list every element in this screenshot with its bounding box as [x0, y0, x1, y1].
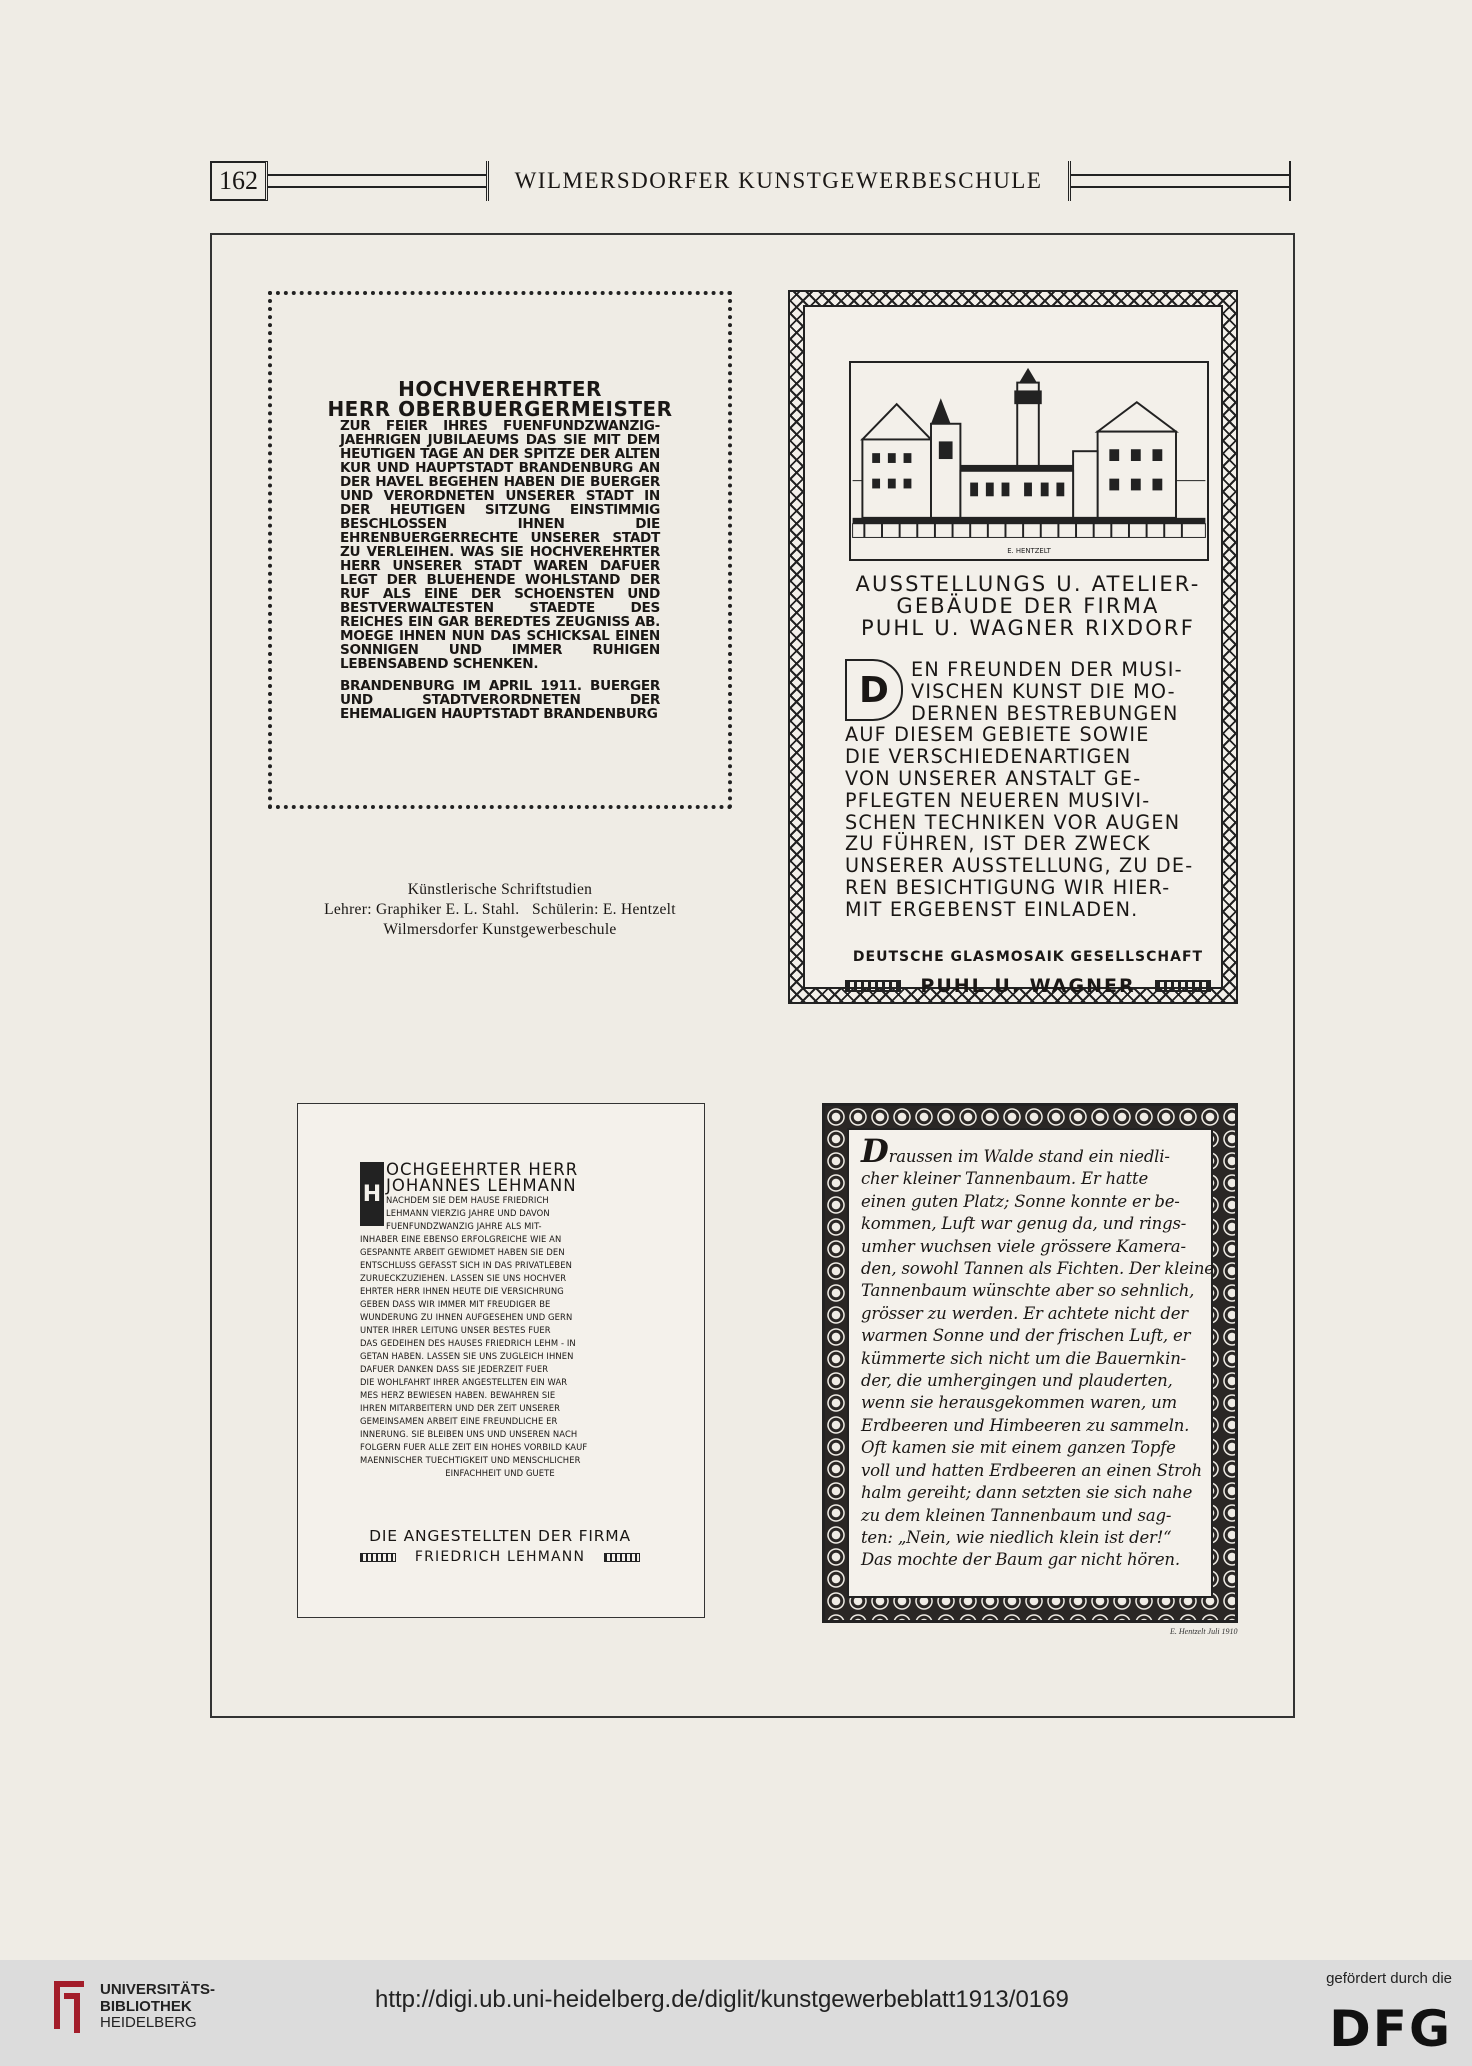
- library-line-2: BIBLIOTHEK: [100, 1997, 192, 2015]
- ornament-bar-right: [1155, 980, 1211, 992]
- lehmann-text-line: EHRTER HERR IHNEN HEUTE DIE VERSICHRUNG: [360, 1286, 564, 1296]
- running-title: WILMERSDORFER KUNSTGEWERBESCHULE: [486, 161, 1072, 201]
- lehmann-text-line: FOLGERN FUER ALLE ZEIT EIN HOHES VORBILD KAUF: [360, 1442, 588, 1452]
- address-panel-lehmann: [297, 1103, 705, 1618]
- address-panel-oberbuergermeister: [268, 291, 732, 809]
- invitation-text-line: DIE VERSCHIEDENARTIGEN: [845, 745, 1132, 769]
- invitation-text-line: VISCHEN KUNST DIE MO-: [911, 679, 1176, 703]
- fairy-tale-line: den, sowohl Tannen als Fichten. Der kleine: [861, 1259, 1214, 1279]
- fairy-tale-text: [847, 1128, 1213, 1598]
- header-end-rule: [1289, 161, 1295, 201]
- source-url[interactable]: http://digi.ub.uni-heidelberg.de/diglit/kunstgewerbeblatt1913/0169: [375, 1986, 1069, 2013]
- fairy-tale-line: zu dem kleinen Tannenbaum und sag-: [861, 1505, 1172, 1525]
- artist-mark: E. Hentzelt Juli 1910: [1170, 1627, 1238, 1636]
- lehmann-heading-line-2: JOHANNES LEHMANN: [386, 1176, 577, 1195]
- lehmann-text-line: GEMEINSAMEN ARBEIT EINE FREUNDLICHE ER: [360, 1416, 558, 1426]
- invitation-inner: [803, 305, 1223, 997]
- lehmann-text-line: EINFACHHEIT UND GUETE: [445, 1468, 555, 1478]
- page-number: 162: [210, 161, 268, 201]
- invitation-heading-line-1: AUSSTELLUNGS U. ATELIER-: [855, 572, 1201, 596]
- library-line-3: HEIDELBERG: [100, 2014, 197, 2031]
- fairy-tale-line: Das mochte der Baum gar nicht hören.: [861, 1550, 1180, 1570]
- fairy-tale-line: grösser zu werden. Er achtete nicht der: [861, 1303, 1188, 1323]
- fairy-tale-line: der, die umhergingen und plauderten,: [861, 1371, 1173, 1391]
- fairy-tale-line: warmen Sonne und der frischen Luft, er: [861, 1326, 1191, 1346]
- university-library-logo-icon: [50, 1975, 88, 2035]
- invitation-text-line: DERNEN BESTREBUNGEN: [911, 701, 1179, 725]
- lehmann-text-line: MES HERZ BEWIESEN HABEN. BEWAHREN SIE: [360, 1390, 556, 1400]
- lehmann-text-line: INHABER EINE EBENSO ERFOLGREICHE WIE AN: [360, 1234, 562, 1244]
- lehmann-text-line: UNTER IHRER LEITUNG UNSER BESTES FUER: [360, 1325, 551, 1335]
- ornament-bar-right: [604, 1553, 640, 1562]
- dfg-logo: DFG: [1329, 2000, 1452, 2058]
- lehmann-text-line: IHREN MITARBEITERN UND DER ZEIT UNSERER: [360, 1403, 561, 1413]
- lehmann-footer-2: [360, 1549, 640, 1565]
- fairy-tale-panel-tannenbaum: [822, 1103, 1238, 1623]
- invitation-panel-puhl-wagner: [788, 290, 1238, 1004]
- caption: [268, 880, 732, 940]
- invitation-text-line: EN FREUNDEN DER MUSI-: [911, 658, 1183, 681]
- address-title: [327, 379, 672, 419]
- lehmann-text-line: GESPANNTE ARBEIT GEWIDMET HABEN SIE DEN: [360, 1247, 565, 1257]
- address-title-line-1: HOCHVEREHRTER: [398, 377, 602, 401]
- sponsor-label: gefördert durch die: [1326, 1970, 1452, 1987]
- lehmann-footer-2-text: FRIEDRICH LEHMANN: [414, 1549, 586, 1565]
- address-title-line-2: HERR OBERBUERGERMEISTER: [327, 397, 673, 421]
- header-rule-right: [1071, 174, 1289, 188]
- lehmann-text: [360, 1194, 640, 1480]
- invitation-text-line: PFLEGTEN NEUEREN MUSIVI-: [845, 788, 1151, 812]
- fairy-tale-line: voll und hatten Erdbeeren an einen Stroh: [861, 1460, 1202, 1480]
- invitation-text-line: MIT ERGEBENST EINLADEN.: [845, 897, 1139, 921]
- lehmann-text-line: DAFUER DANKEN DASS SIE JEDERZEIT FUER: [360, 1364, 549, 1374]
- lehmann-text-line: FUENFUNDZWANZIG JAHRE ALS MIT-: [386, 1221, 542, 1231]
- ornament-bar-left: [845, 980, 901, 992]
- library-line-1: UNIVERSITÄTS-: [100, 1981, 216, 1998]
- invitation-heading: [845, 573, 1211, 639]
- fairy-tale-line: Draussen im Walde stand ein niedli-: [861, 1132, 1170, 1170]
- page-header: [210, 160, 1295, 202]
- company-signature-text: PUHL U. WAGNER: [920, 975, 1136, 997]
- fairy-tale-line: ten: „Nein, wie niedlich klein ist der!“: [861, 1527, 1172, 1547]
- fairy-tale-line: cher kleiner Tannenbaum. Er hatte: [861, 1169, 1149, 1189]
- caption-line-1: Künstlerische Schriftstudien: [407, 881, 593, 898]
- invitation-text-line: SCHEN TECHNIKEN VOR AUGEN: [845, 810, 1181, 834]
- lehmann-heading: [360, 1162, 640, 1194]
- lehmann-text-line: DAS GEDEIHEN DES HAUSES FRIEDRICH LEHM - IN: [360, 1338, 576, 1348]
- fairy-tale-line: Erdbeeren und Himbeeren zu sammeln.: [861, 1415, 1190, 1435]
- caption-line-3: Wilmersdorfer Kunstgewerbeschule: [383, 921, 617, 938]
- invitation-text-line: VON UNSERER ANSTALT GE-: [845, 766, 1142, 790]
- invitation-text-line: AUF DIESEM GEBIETE SOWIE: [845, 723, 1150, 747]
- lehmann-text-line: WUNDERUNG ZU IHNEN AUFGESEHEN UND GERN: [360, 1312, 573, 1322]
- invitation-heading-line-3: PUHL U. WAGNER RIXDORF: [861, 616, 1195, 640]
- lehmann-text-line: LEHMANN VIERZIG JAHRE UND DAVON: [386, 1208, 550, 1218]
- digitization-footer: [0, 1960, 1472, 2066]
- fairy-tale-line: halm gereiht; dann setzten sie sich nahe: [861, 1483, 1193, 1503]
- caption-line-2: Lehrer: Graphiker E. L. Stahl. Schülerin: E. Hentzelt: [324, 901, 676, 918]
- invitation-text-line: REN BESICHTIGUNG WIR HIER-: [845, 875, 1171, 899]
- fairy-tale-line: Oft kamen sie mit einem ganzen Topfe: [861, 1438, 1176, 1458]
- lehmann-text-line: ENTSCHLUSS GEFASST SICH IN DAS PRIVATLEBEN: [360, 1260, 572, 1270]
- address-signoff: BRANDENBURG IM APRIL 1911. BUERGER UND STADTVERORDNETEN DER EHEMALIGEN HAUPTSTADT BRANDENBURG: [340, 678, 660, 722]
- ornament-bar-left: [360, 1553, 396, 1562]
- building-illustration: [849, 361, 1209, 561]
- invitation-heading-line-2: GEBÄUDE DER FIRMA: [896, 594, 1160, 618]
- lehmann-text-line: INNERUNG. SIE BLEIBEN UNS UND UNSEREN NACH: [360, 1429, 578, 1439]
- lehmann-text-line: NACHDEM SIE DEM HAUSE FRIEDRICH: [386, 1195, 549, 1205]
- building-drawing: [851, 363, 1207, 559]
- invitation-text-line: ZU FÜHREN, IST DER ZWECK: [845, 832, 1151, 856]
- university-library-name: [100, 1982, 215, 2032]
- fairy-tale-line: kümmerte sich nicht um die Bauernkin-: [861, 1348, 1187, 1368]
- fairy-tale-line: Tannenbaum wünschte aber so sehnlich,: [861, 1281, 1195, 1301]
- lehmann-heading-line-1: OCHGEEHRTER HERR: [386, 1160, 579, 1179]
- invitation-text-line: UNSERER AUSSTELLUNG, ZU DE-: [845, 854, 1194, 878]
- lehmann-text-line: DIE WOHLFAHRT IHRER ANGESTELLTEN EIN WAR: [360, 1377, 568, 1387]
- fairy-tale-line: wenn sie herausgekommen waren, um: [861, 1393, 1177, 1413]
- decorative-initial-h: H: [360, 1162, 384, 1226]
- fairy-tale-line: kommen, Luft war genug da, und rings-: [861, 1214, 1187, 1234]
- fairy-tale-line: umher wuchsen viele grössere Kamera-: [861, 1236, 1186, 1256]
- header-rule-left: [268, 174, 486, 188]
- company-name: DEUTSCHE GLASMOSAIK GESELLSCHAFT: [852, 949, 1204, 965]
- lehmann-text-line: GETAN HABEN. LASSEN SIE UNS ZUGLEICH IHNEN: [360, 1351, 574, 1361]
- fairy-tale-line: einen guten Platz; Sonne konnte er be-: [861, 1191, 1180, 1211]
- company-signature: [845, 975, 1211, 997]
- lehmann-text-line: GEBEN DASS WIR IMMER MIT FREUDIGER BE: [360, 1299, 551, 1309]
- illustration-signature: E. HENTZELT: [1007, 547, 1051, 556]
- lehmann-text-line: ZURUECKZUZIEHEN. LASSEN SIE UNS HOCHVER: [360, 1273, 567, 1283]
- lehmann-text-line: MAENNISCHER TUECHTIGKEIT UND MENSCHLICHER: [360, 1455, 581, 1465]
- address-body: ZUR FEIER IHRES FUENFUNDZWANZIG-JAEHRIGEN JUBILAEUMS DAS SIE MIT DEM HEUTIGEN TAGE AN DER SPITZE DER ALTEN KUR UND HAUPTSTADT BRANDENBURG AN DER HAVEL BEGEHEN HABEN DIE BUERGER UND VERORDNETEN UNSERER STADT IN DER HEUTIGEN SITZUNG EINSTIMMIG BESCHLOSSEN IHNEN DIE EHRENBUERGERRECHTE UNSERER STADT ZU VERLEIHEN. WAS SIE HOCHVEREHRTER HERR UNSERER STADT WAREN DAFUER LEGT DER BLUEHENDE WOHLSTAND DER RUF ALS EINE DER SCHOENSTEN UND BESTVERWALTESTEN STAEDTE DES REICHES EIN GAR BEREDTES ZEUGNISS AB. MOEGE IHNEN NUN DAS SCHICKSAL EINEN SONNIGEN UND IMMER RUHIGEN LEBENSABEND SCHENKEN.: [340, 418, 660, 672]
- decorative-initial-d: D: [845, 659, 903, 721]
- lehmann-footer-1: DIE ANGESTELLTEN DER FIRMA: [369, 1527, 631, 1545]
